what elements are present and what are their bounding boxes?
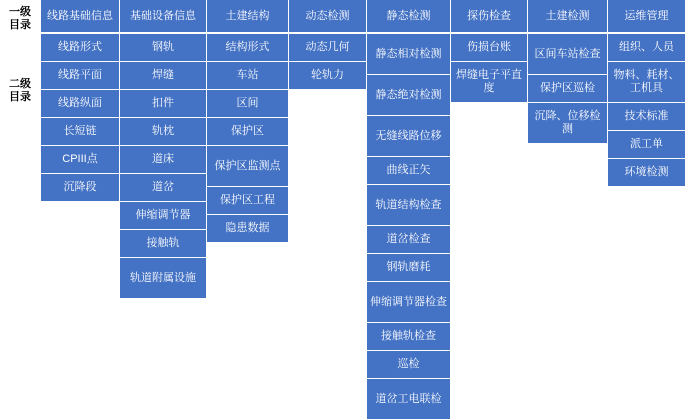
list-item[interactable]: 环境检测 (608, 159, 685, 186)
list-item[interactable]: CPIII点 (41, 146, 119, 173)
column-line-basic-info (41, 0, 119, 202)
column-header[interactable]: 土建检测 (528, 0, 607, 32)
list-item[interactable]: 巡检 (367, 351, 450, 378)
list-item[interactable]: 保护区工程 (207, 187, 288, 214)
column-header[interactable]: 线路基础信息 (41, 0, 119, 32)
list-item[interactable]: 线路形式 (41, 34, 119, 61)
list-item[interactable]: 区间 (207, 90, 288, 117)
list-item[interactable]: 无缝线路位移 (367, 116, 450, 156)
list-item[interactable]: 物料、耗材、工机具 (608, 62, 685, 102)
list-item[interactable]: 结构形式 (207, 34, 288, 61)
column-header[interactable]: 土建结构 (207, 0, 288, 32)
list-item[interactable]: 道岔检查 (367, 226, 450, 253)
list-item[interactable]: 伤损台账 (451, 34, 527, 61)
list-item[interactable]: 轨道附属设施 (120, 258, 206, 298)
list-item[interactable]: 伸缩调节器检查 (367, 282, 450, 322)
list-item[interactable]: 道床 (120, 146, 206, 173)
list-item[interactable]: 静态绝对检测 (367, 75, 450, 115)
list-item[interactable]: 动态几何 (289, 34, 366, 61)
list-item[interactable]: 伸缩调节器 (120, 202, 206, 229)
list-item[interactable]: 技术标准 (608, 103, 685, 130)
column-static-inspection (367, 0, 450, 420)
row-label-level2: 二级 目录 (9, 78, 31, 103)
list-item[interactable]: 保护区监测点 (207, 146, 288, 186)
list-item[interactable]: 曲线正矢 (367, 157, 450, 184)
list-item[interactable]: 保护区 (207, 118, 288, 145)
column-civil-structure (207, 0, 288, 243)
list-item[interactable]: 区间车站检查 (528, 34, 607, 74)
list-item[interactable]: 轨道结构检查 (367, 185, 450, 225)
list-item[interactable]: 焊缝 (120, 62, 206, 89)
list-item[interactable]: 钢轨 (120, 34, 206, 61)
list-item[interactable]: 保护区巡检 (528, 75, 607, 102)
list-item[interactable]: 道岔工电联检 (367, 379, 450, 419)
column-flaw-detection (451, 0, 527, 103)
list-item[interactable]: 接触轨 (120, 230, 206, 257)
row-label-level1: 一级 目录 (9, 6, 31, 31)
list-item[interactable]: 沉降、位移检测 (528, 103, 607, 143)
column-civil-inspection (528, 0, 607, 144)
list-item[interactable]: 长短链 (41, 118, 119, 145)
list-item[interactable]: 钢轨磨耗 (367, 254, 450, 281)
list-item[interactable]: 车站 (207, 62, 288, 89)
list-item[interactable]: 线路平面 (41, 62, 119, 89)
list-item[interactable]: 线路纵面 (41, 90, 119, 117)
list-item[interactable]: 接触轨检查 (367, 323, 450, 350)
list-item[interactable]: 轨枕 (120, 118, 206, 145)
list-item[interactable]: 道岔 (120, 174, 206, 201)
column-operation-management (608, 0, 685, 187)
list-item[interactable]: 静态相对检测 (367, 34, 450, 74)
column-header[interactable]: 探伤检查 (451, 0, 527, 32)
column-basic-equipment-info (120, 0, 206, 299)
column-header[interactable]: 运维管理 (608, 0, 685, 32)
list-item[interactable]: 组织、人员 (608, 34, 685, 61)
list-item[interactable]: 焊缝电子平直度 (451, 62, 527, 102)
list-item[interactable]: 扣件 (120, 90, 206, 117)
column-dynamic-inspection (289, 0, 366, 90)
column-header[interactable]: 基础设备信息 (120, 0, 206, 32)
list-item[interactable]: 派工单 (608, 131, 685, 158)
list-item[interactable]: 隐患数据 (207, 215, 288, 242)
list-item[interactable]: 轮轨力 (289, 62, 366, 89)
list-item[interactable]: 沉降段 (41, 174, 119, 201)
column-header[interactable]: 动态检测 (289, 0, 366, 32)
column-header[interactable]: 静态检测 (367, 0, 450, 32)
